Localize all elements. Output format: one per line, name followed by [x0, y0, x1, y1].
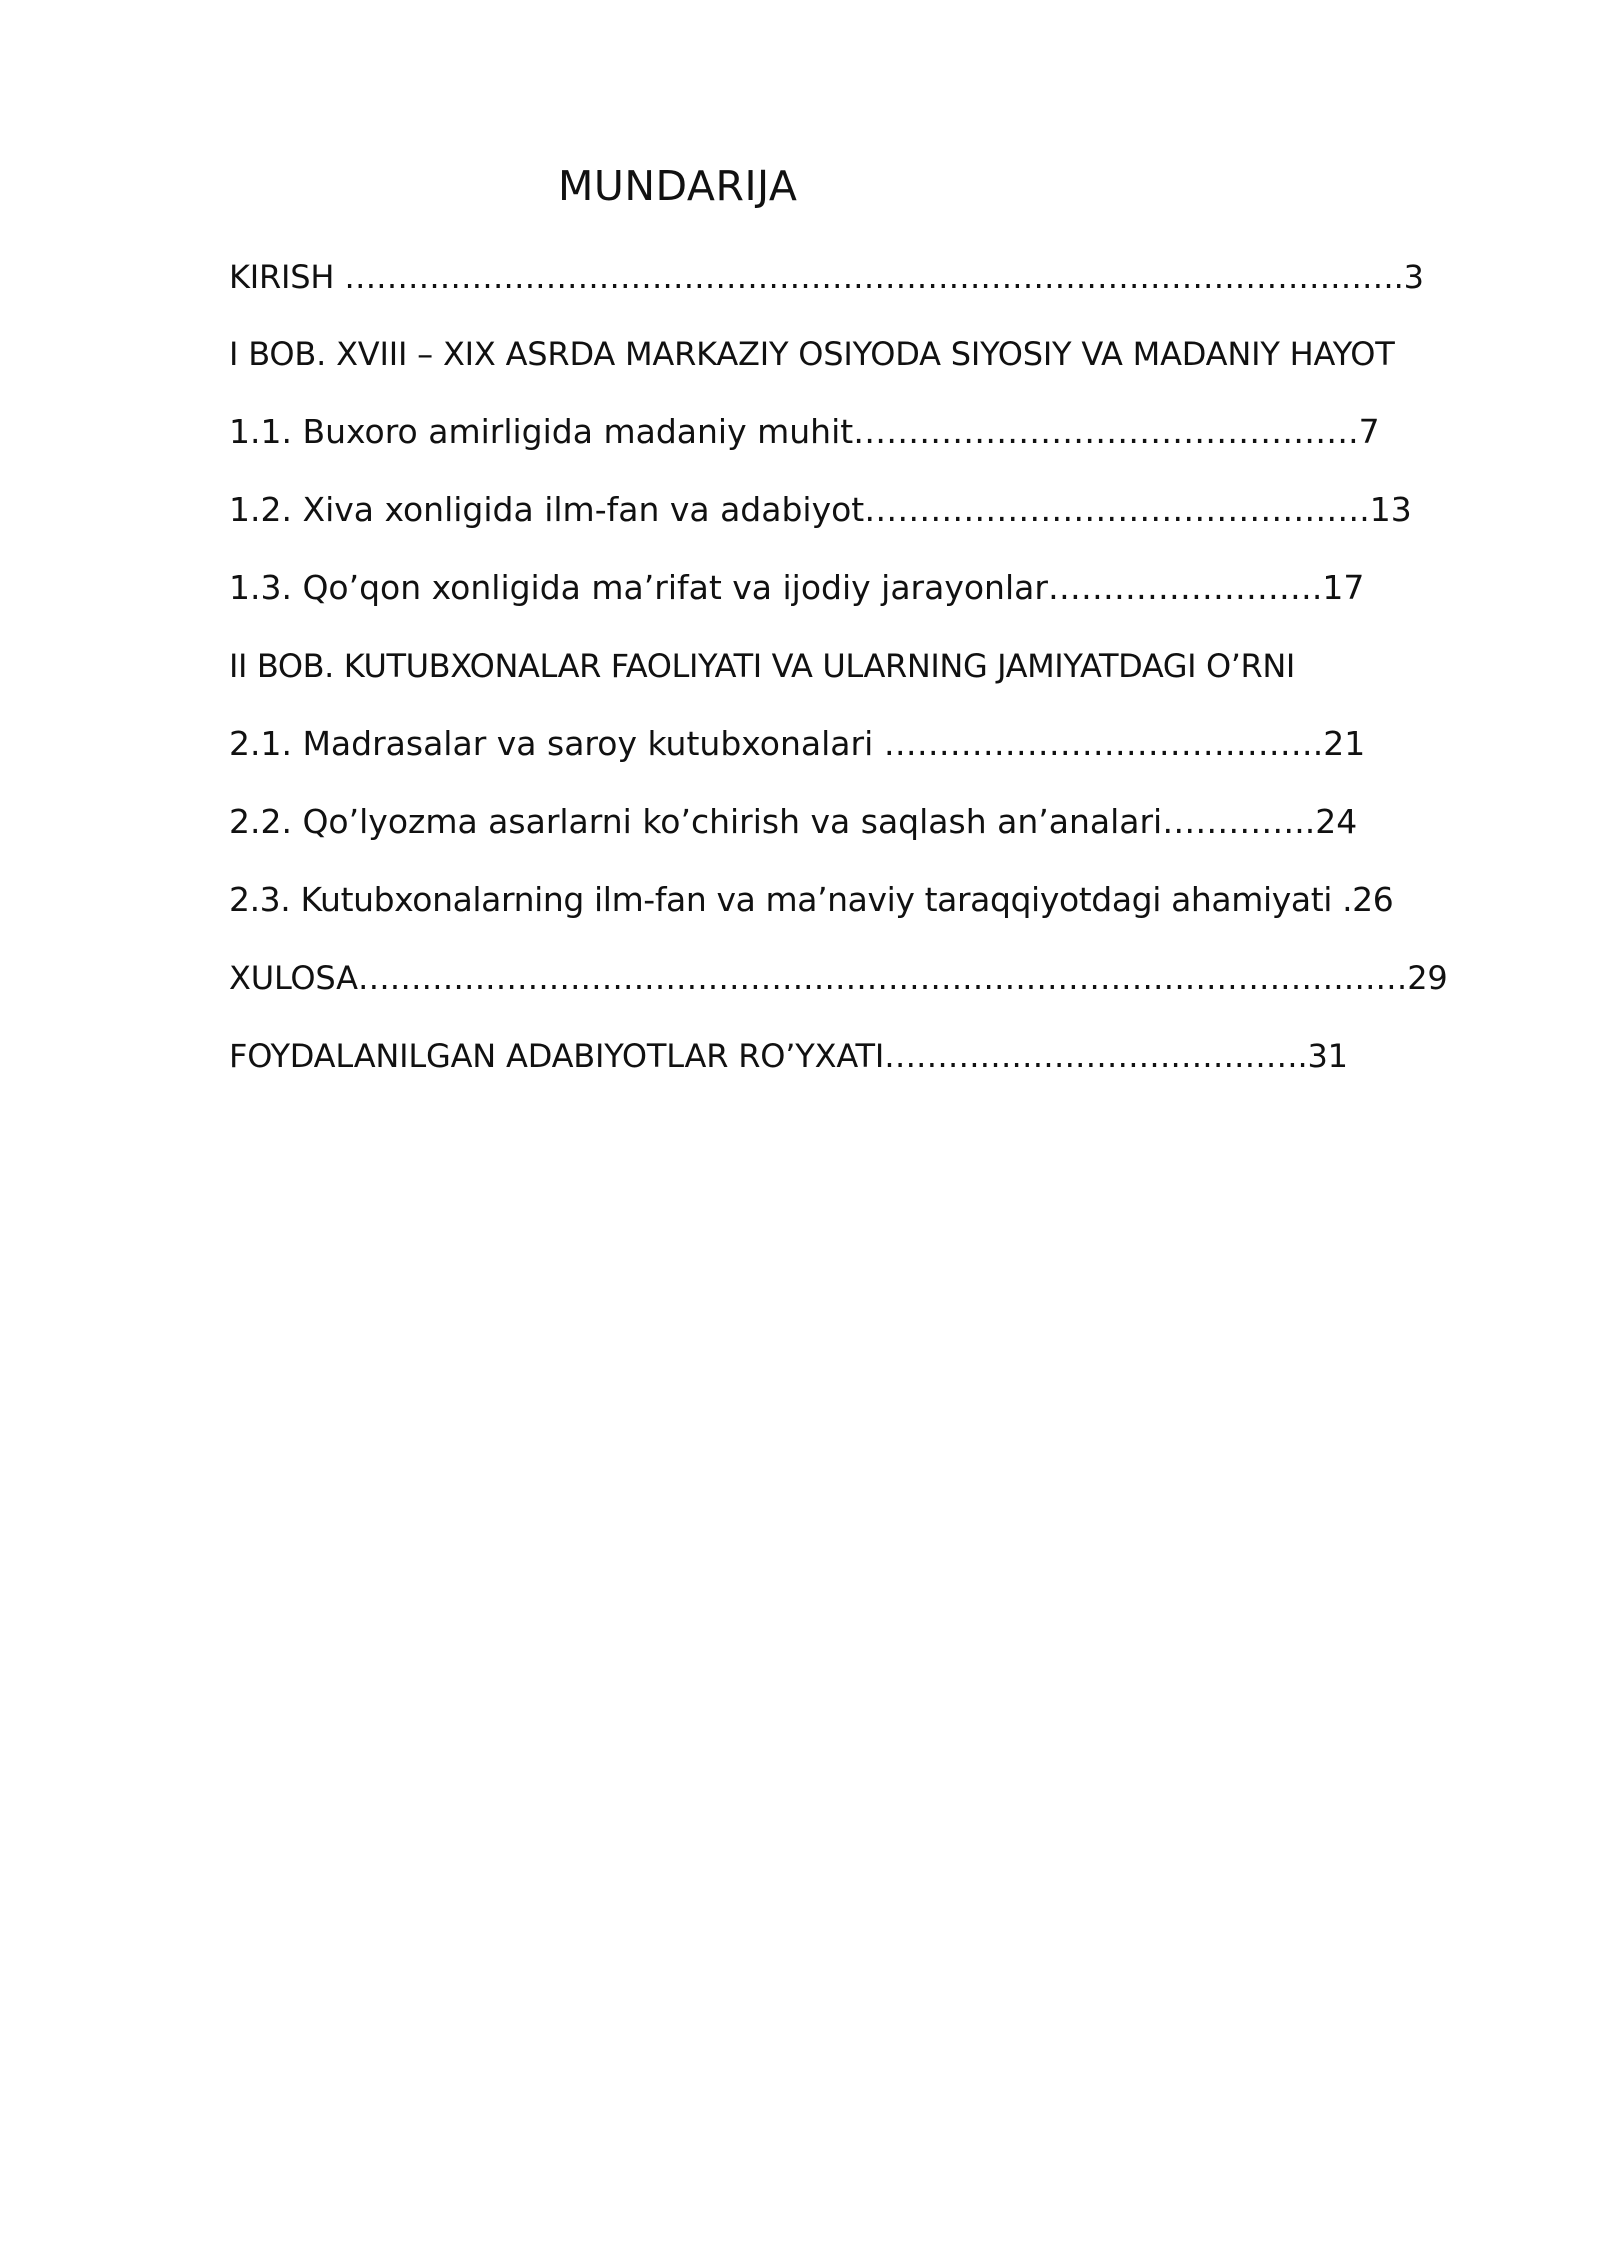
toc-entry-section-2-3: 2.3. Kutubxonalarning ilm-fan va ma’naviy taraqqiyotdagi ahamiyati .26 [229, 880, 1394, 919]
toc-entry-references: FOYDALANILGAN ADABIYOTLAR RO’YXATI………………………………….31 [229, 1037, 1348, 1075]
table-of-contents [229, 248, 1489, 1105]
toc-entry-section-1-2: 1.2. Xiva xonligida ilm-fan va adabiyot……………………………………….13 [229, 490, 1412, 529]
page-title: MUNDARIJA [558, 162, 798, 210]
toc-entry-introduction: KIRISH ……………………………………………………………………………………….3 [229, 258, 1424, 296]
toc-entry-section-2-2: 2.2. Qo’lyozma asarlarni ko’chirish va saqlash an’analari…………..24 [229, 802, 1358, 841]
toc-entry-chapter-2: II BOB. KUTUBXONALAR FAOLIYATI VA ULARNING JAMIYATDAGI O’RNI [229, 647, 1295, 685]
toc-entry-chapter-1: I BOB. XVIII – XIX ASRDA MARKAZIY OSIYODA SIYOSIY VA MADANIY HAYOT [229, 335, 1395, 373]
toc-entry-section-1-1: 1.1. Buxoro amirligida madaniy muhit……………………………………….7 [229, 412, 1380, 451]
toc-entry-section-1-3: 1.3. Qo’qon xonligida ma’rifat va ijodiy jarayonlar…………………….17 [229, 568, 1365, 607]
toc-entry-section-2-1: 2.1. Madrasalar va saroy kutubxonalari ………………………………….21 [229, 724, 1366, 763]
toc-entry-conclusion: XULOSA………………………………………………………………………………………29 [229, 959, 1448, 997]
